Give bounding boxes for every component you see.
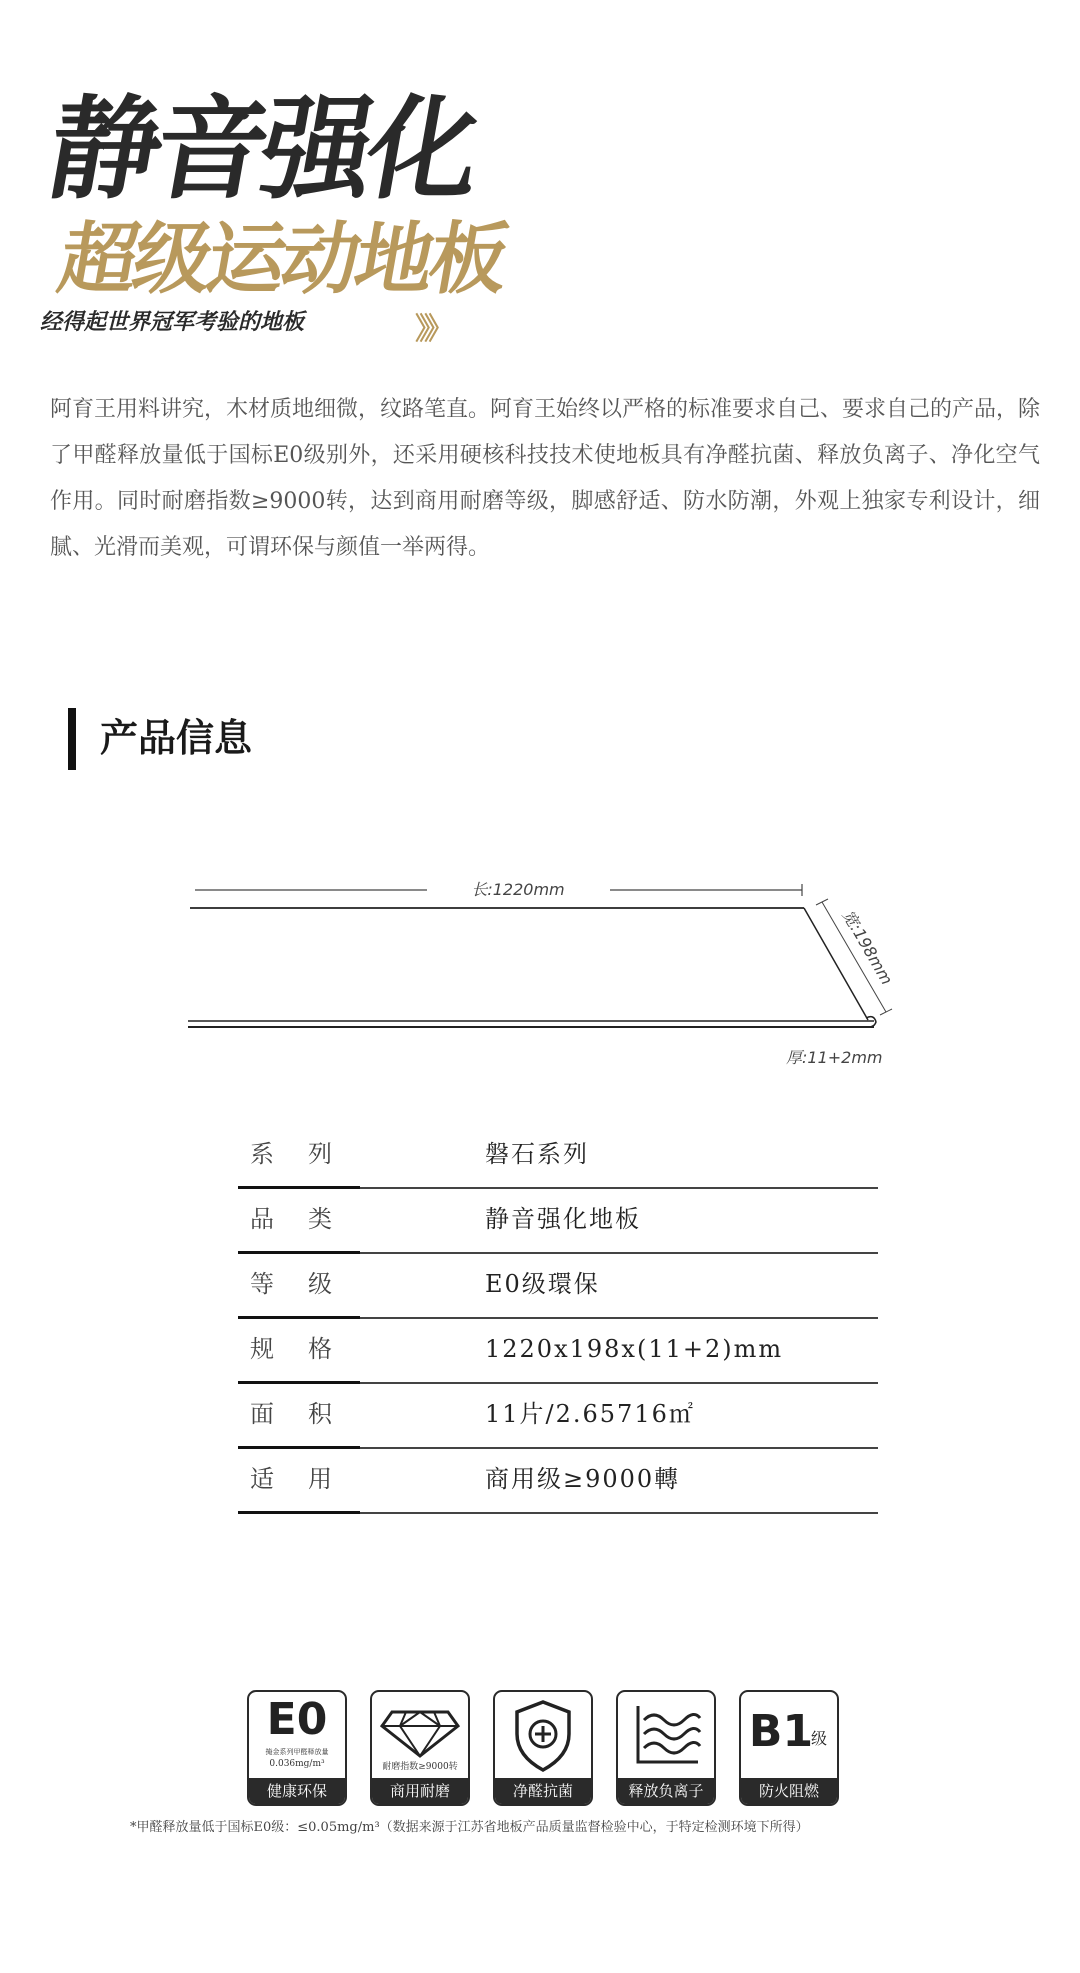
badge-caption: 健康环保 — [249, 1778, 345, 1804]
spec-value: 1220x198x(11+2)mm — [485, 1335, 784, 1363]
shield-plus-icon — [495, 1692, 591, 1778]
badge-wear-note: 耐磨指数≥9000转 — [382, 1762, 458, 1772]
hero-title: 静音强化 — [38, 85, 486, 215]
badge-caption: 商用耐磨 — [372, 1778, 468, 1804]
badge-caption: 净醛抗菌 — [495, 1778, 591, 1804]
badge-caption: 防火阻燃 — [741, 1778, 837, 1804]
badge-caption: 释放负离子 — [618, 1778, 714, 1804]
spec-value: E0级環保 — [485, 1270, 600, 1298]
badge-e0-value: 0.036mg/m³ — [269, 1759, 325, 1769]
spec-row — [238, 1319, 878, 1384]
badge-fire — [739, 1690, 839, 1806]
width-dim-tick-top — [816, 899, 828, 905]
waves-icon — [618, 1692, 714, 1778]
spec-label: 面积 — [250, 1400, 366, 1428]
width-label: 宽:198mm — [838, 906, 897, 988]
spec-value: 磐石系列 — [485, 1140, 589, 1168]
b1-icon — [741, 1692, 837, 1778]
chevrons-icon: 》》 — [415, 312, 448, 347]
spec-label: 规格 — [250, 1335, 366, 1363]
feature-badges — [247, 1690, 837, 1805]
thickness-label: 厚:11+2mm — [786, 1048, 883, 1067]
width-dim-tick-bottom — [880, 1009, 892, 1015]
hero-banner — [38, 85, 600, 360]
badge-e0-mark: E0 — [266, 1694, 328, 1745]
spec-value: 11片/2.65716㎡ — [485, 1400, 695, 1428]
length-label: 长:1220mm — [471, 880, 565, 899]
badge-e0-note: 掩金系列甲醛释放量 — [265, 1748, 329, 1756]
badge-e0 — [247, 1690, 347, 1806]
spec-label: 适用 — [250, 1465, 366, 1493]
spec-label: 等级 — [250, 1270, 366, 1298]
footnote: *甲醛释放量低于国标E0级：≤0.05mg/m³（数据来源于江苏省地板产品质量监督检验中心，于特定检测环境下所得） — [130, 1820, 809, 1835]
spec-value: 商用级≥9000轉 — [485, 1465, 681, 1493]
spec-row — [238, 1189, 878, 1254]
spec-row — [238, 1449, 878, 1514]
spec-label: 系列 — [250, 1140, 366, 1168]
e0-icon — [249, 1692, 345, 1778]
spec-row — [238, 1254, 878, 1319]
row-underline-accent — [238, 1511, 360, 1514]
spec-row — [238, 1384, 878, 1449]
badge-antibacterial — [493, 1690, 593, 1806]
badge-b1-mark: B1 — [748, 1706, 814, 1757]
spec-row — [238, 1124, 878, 1189]
badge-ions — [616, 1690, 716, 1806]
spec-value: 静音强化地板 — [485, 1205, 641, 1233]
badge-b1-suffix: 级 — [811, 1729, 828, 1748]
hero-subtitle: 超级运动地板 — [52, 215, 512, 305]
badge-wear — [370, 1690, 470, 1806]
spec-label: 品类 — [250, 1205, 366, 1233]
section-accent-bar — [68, 708, 76, 770]
hero-tagline: 经得起世界冠军考验的地板 — [40, 310, 305, 335]
section-title: 产品信息 — [100, 715, 253, 760]
spec-table — [238, 1124, 878, 1514]
intro-paragraph: 阿育王用料讲究，木材质地细微，纹路笔直。阿育王始终以严格的标准要求自己、要求自己的产品，除了甲醛释放量低于国标E0级别外，还采用硬核科技技术使地板具有净醛抗菌、释放负离子、净化空气作用。同时耐磨指数≥9000转，达到商用耐磨等级，脚感舒适、防水防潮，外观上独家专利设计，细腻、光滑而美观，可谓环保与颜值一举两得。 — [50, 397, 1041, 560]
plank-dimension-diagram — [180, 868, 940, 1108]
